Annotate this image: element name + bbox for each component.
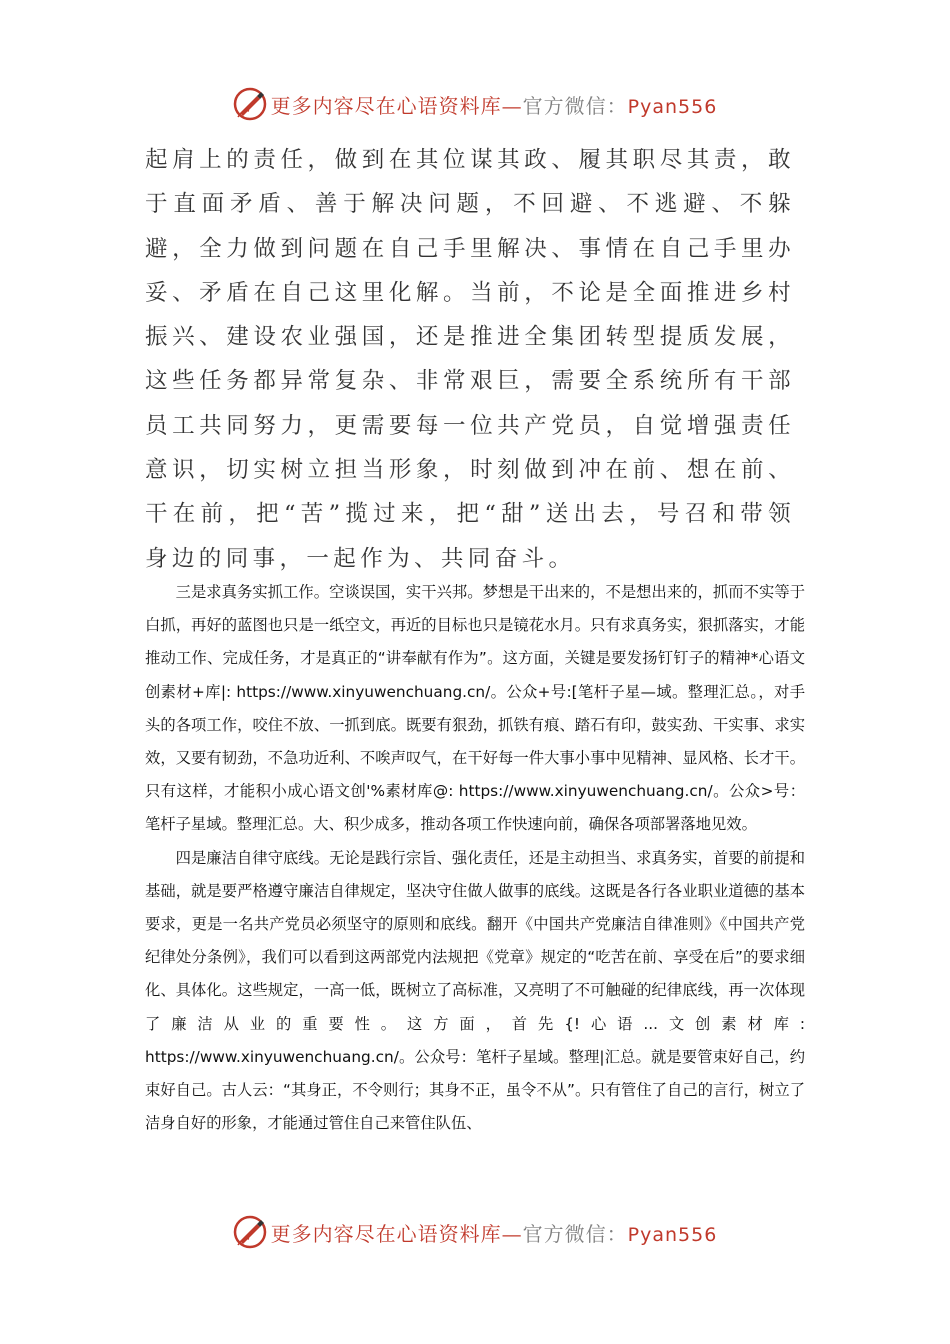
wechat-id: Pyan556 [627, 1223, 718, 1246]
wechat-label: 官方微信： [522, 93, 628, 118]
pen-logo-icon [233, 87, 267, 121]
paragraph-4: 四是廉洁自律守底线。无论是践行宗旨、强化责任，还是主动担当、求真务实，首要的前提和基础，就是要严格遵守廉洁自律规定，坚决守住做人做事的底线。这既是各行各业职业道德的基本要求，更是一名共产党员必须坚守的原则和底线。翻开《中国共产党廉洁自律准则》《中国共产党纪律处分条例》，我们可以看到这两部党内法规把《党章》规定的“吃苦在前、享受在后”的要求细化、具体化。这些规定，一高一低，既树立了高标准，又亮明了不可触碰的纪律底线，再一次体现了廉洁从业的重要性。这方面，首先{!心语...文创素材库: https://www.xinyuwenchuang.cn/。公众号：笔杆子星域。整理|汇总。就是要管束好自己，约束好自己。古人云：“其身正，不令则行；其身不正，虽令不从”。只有管住了自己的言行，树立了洁身自好的形象，才能通过管住自己来管住队伍、 [145, 848, 805, 1133]
banner-text [271, 90, 718, 119]
paragraph-3: 三是求真务实抓工作。空谈误国，实干兴邦。梦想是干出来的，不是想出来的，抓而不实等于白抓，再好的蓝图也只是一纸空文，再近的目标也只是镜花水月。只有求真务实，狠抓落实，才能推动工作、完成任务，才是真正的“讲奉献有作为”。这方面，关键是要发扬钉钉子的精神*心语文创素材+库|: https://www.xinyuwenchuang.cn/。公众+号:[笔杆子星—域。整理汇总。，对手头的各项工作，咬住不放、一抓到底。既要有狠劲，抓铁有痕、踏石有印，鼓实劲、干实事、求实效，又要有韧劲，不急功近利、不唉声叹气，在干好每一件大事小事中见精神、显风格、长才干。只有这样，才能积小成心语文创'%素材库@: https://www.xinyuwenchuang.cn/。公众>号：笔杆子星域。整理汇总。大、积少成多，推动各项工作快速向前，确保各项部署落地见效。 [145, 583, 805, 834]
pen-logo-icon [233, 1215, 267, 1249]
banner-text [271, 1218, 718, 1247]
top-paragraph-block [145, 138, 795, 581]
banner-title: 更多内容尽在心语资料库— [270, 93, 523, 118]
body-text [145, 576, 805, 1140]
wechat-id: Pyan556 [627, 95, 718, 118]
header-banner [0, 84, 950, 124]
wechat-label: 官方微信： [522, 1221, 628, 1246]
top-paragraph: 起肩上的责任，做到在其位谋其政、履其职尽其责，敢于直面矛盾、善于解决问题，不回避、不逃避、不躲避，全力做到问题在自己手里解决、事情在自己手里办妥、矛盾在自己这里化解。当前，不论是全面推进乡村振兴、建设农业强国，还是推进全集团转型提质发展，这些任务都异常复杂、非常艰巨，需要全系统所有干部员工共同努力，更需要每一位共产党员，自觉增强责任意识，切实树立担当形象，时刻做到冲在前、想在前、干在前，把“苦”揽过来，把“甜”送出去，号召和带领身边的同事，一起作为、共同奋斗。 [145, 147, 795, 572]
banner-title: 更多内容尽在心语资料库— [270, 1221, 523, 1246]
footer-banner [0, 1212, 950, 1252]
